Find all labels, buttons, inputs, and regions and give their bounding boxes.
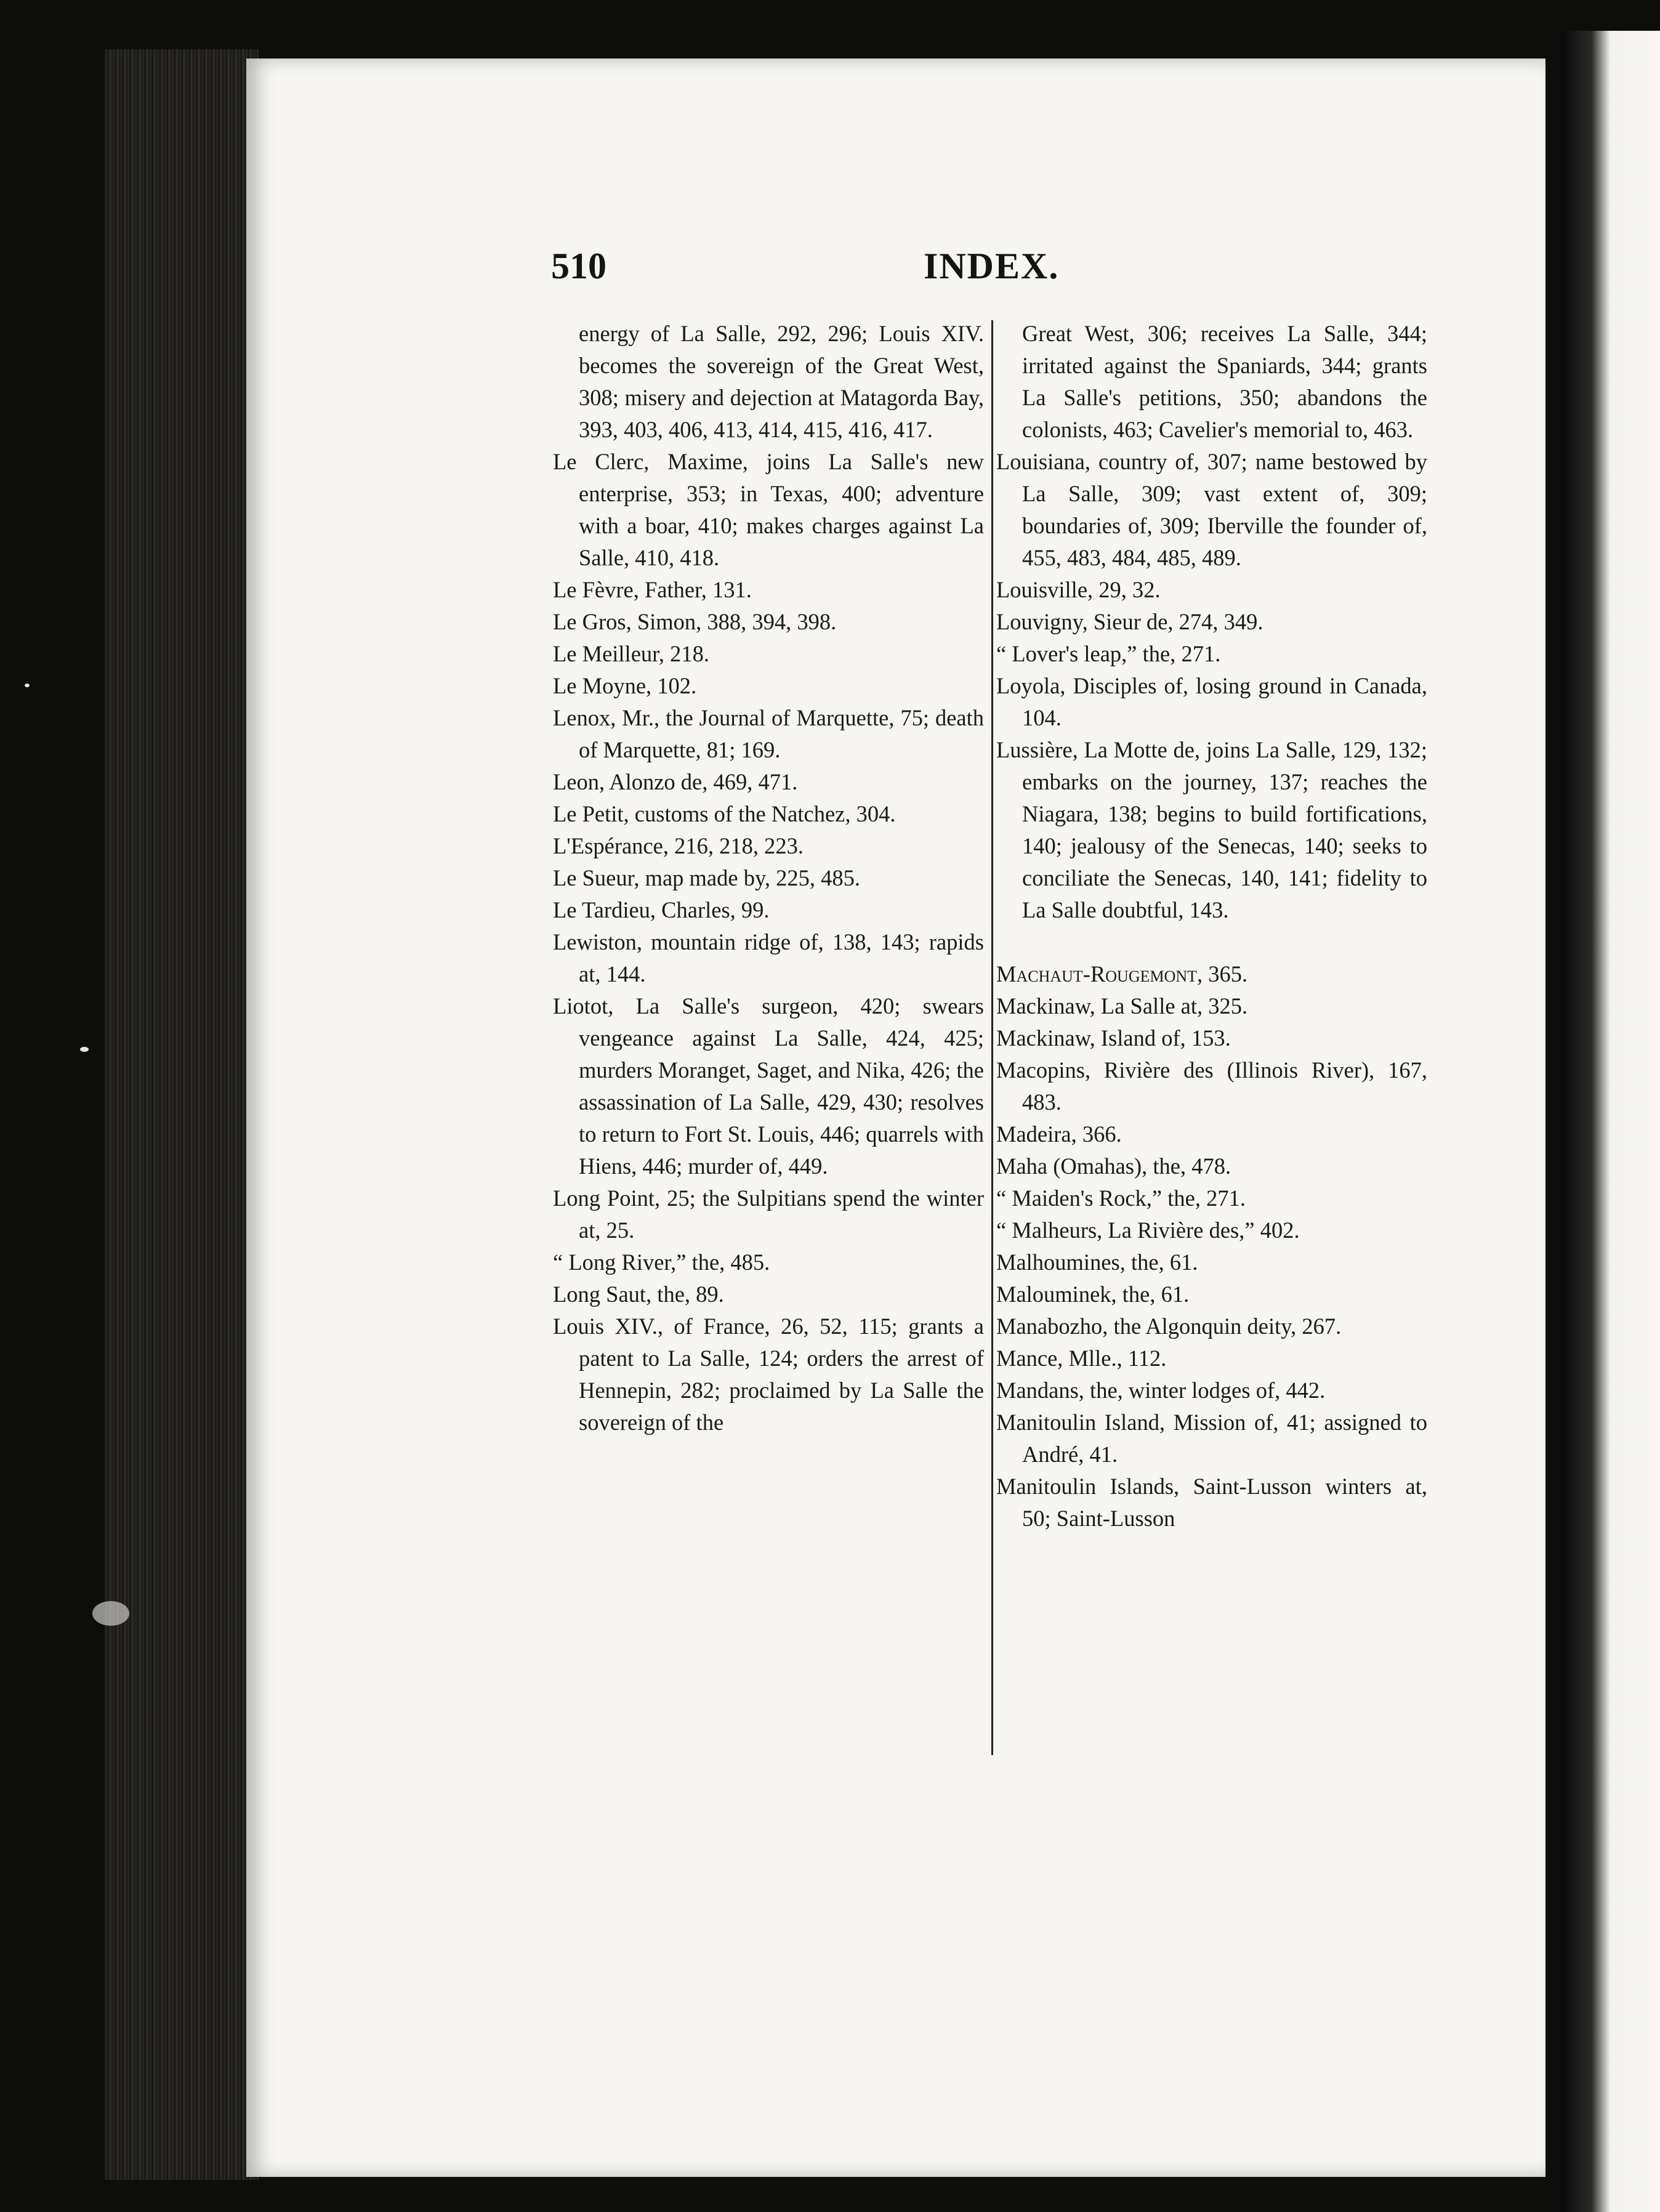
dust-speck — [25, 684, 30, 687]
index-entry: Le Moyne, 102. — [553, 673, 697, 698]
index-entry: “ Long River,” the, 485. — [553, 1249, 770, 1275]
index-entry: Liotot, La Salle's surgeon, 420; swears vengeance against La Salle, 424, 425; murders Moranget, Saget, and Nika, 426; the assassination of La Salle, 429, 430; resolves to return to Fort St. Louis, 446; quarrels with Hiens, 446; murder of, 449. — [553, 993, 984, 1179]
facing-page-edge — [1567, 31, 1660, 2212]
index-entry: Manabozho, the Algonquin deity, 267. — [996, 1314, 1342, 1339]
index-entry: Maha (Omahas), the, 478. — [996, 1153, 1231, 1179]
index-entry: Louis XIV., of France, 26, 52, 115; grants a patent to La Salle, 124; orders the arrest of Hennepin, 282; proclaimed by La Salle the sovereign of the — [553, 1314, 984, 1435]
index-entry: Loyola, Disciples of, losing ground in Canada, 104. — [996, 673, 1427, 730]
index-entry: Malouminek, the, 61. — [996, 1282, 1190, 1307]
index-entry: Le Meilleur, 218. — [553, 641, 709, 666]
dust-speck — [92, 1601, 129, 1626]
index-entry: Le Gros, Simon, 388, 394, 398. — [553, 609, 837, 634]
index-entry: L'Espérance, 216, 218, 223. — [553, 833, 804, 858]
index-entry: Le Tardieu, Charles, 99. — [553, 897, 770, 922]
page-number: 510 — [551, 246, 606, 286]
index-entry: Lewiston, mountain ridge of, 138, 143; rapids at, 144. — [553, 929, 984, 987]
index-entry: Louisiana, country of, 307; name bestowed by La Salle, 309; vast extent of, 309; boundaries of, 309; Iberville the founder of, 455, 483, 484, 485, 489. — [996, 449, 1427, 570]
index-entry: Machaut-Rougemont, 365. — [996, 961, 1248, 987]
page-header — [551, 245, 1081, 294]
index-entry: Louisville, 29, 32. — [996, 577, 1161, 602]
index-entry: energy of La Salle, 292, 296; Louis XIV. becomes the sovereign of the Great West, 308; misery and dejection at Matagorda Bay, 393, 403, 406, 413, 414, 415, 416, 417. — [579, 321, 984, 442]
index-entry: Great West, 306; receives La Salle, 344; irritated against the Spaniards, 344; grants La Salle's petitions, 350; abandons the colonists, 463; Cavelier's memorial to, 463. — [1022, 321, 1427, 442]
index-entry: “ Maiden's Rock,” the, 271. — [996, 1185, 1246, 1211]
index-entry: Mandans, the, winter lodges of, 442. — [996, 1378, 1326, 1403]
index-entry: Long Saut, the, 89. — [553, 1282, 724, 1307]
index-entry: Long Point, 25; the Sulpitians spend the winter at, 25. — [553, 1185, 984, 1243]
book-edge — [105, 49, 259, 2180]
index-entry: “ Lover's leap,” the, 271. — [996, 641, 1221, 666]
index-entry: Macopins, Rivière des (Illinois River), 167, 483. — [996, 1057, 1427, 1115]
index-entry: Madeira, 366. — [996, 1121, 1122, 1147]
index-entry: Malhoumines, the, 61. — [996, 1249, 1198, 1275]
index-entry: Lussière, La Motte de, joins La Salle, 129, 132; embarks on the journey, 137; reaches the Niagara, 138; begins to build fortifications, 140; jealousy of the Senecas, 140; seeks to conciliate the Senecas, 140, 141; fidelity to La Salle doubtful, 143. — [996, 737, 1427, 922]
index-entry: Le Fèvre, Father, 131. — [553, 577, 752, 602]
index-entry: Le Petit, customs of the Natchez, 304. — [553, 801, 896, 826]
section-gap — [996, 926, 1427, 958]
index-entry: Mance, Mlle., 112. — [996, 1346, 1167, 1371]
dust-speck — [80, 1047, 89, 1052]
index-entry: Manitoulin Islands, Saint-Lusson winters at, 50; Saint-Lusson — [996, 1474, 1427, 1531]
running-title: INDEX. — [924, 246, 1060, 286]
index-entry: Louvigny, Sieur de, 274, 349. — [996, 609, 1263, 634]
index-column-left — [553, 318, 984, 1439]
index-entry: Le Sueur, map made by, 225, 485. — [553, 865, 860, 890]
index-entry: “ Malheurs, La Rivière des,” 402. — [996, 1217, 1300, 1243]
column-divider — [991, 320, 993, 1755]
index-column-right — [996, 318, 1427, 1535]
index-entry: Le Clerc, Maxime, joins La Salle's new enterprise, 353; in Texas, 400; adventure with a boar, 410; makes charges against La Salle, 410, 418. — [553, 449, 984, 570]
index-entry: Mackinaw, La Salle at, 325. — [996, 993, 1248, 1019]
index-entry: Leon, Alonzo de, 469, 471. — [553, 769, 798, 794]
index-entry: Manitoulin Island, Mission of, 41; assigned to André, 41. — [996, 1410, 1427, 1467]
index-entry: Mackinaw, Island of, 153. — [996, 1025, 1231, 1051]
index-entry: Lenox, Mr., the Journal of Marquette, 75; death of Marquette, 81; 169. — [553, 705, 984, 762]
